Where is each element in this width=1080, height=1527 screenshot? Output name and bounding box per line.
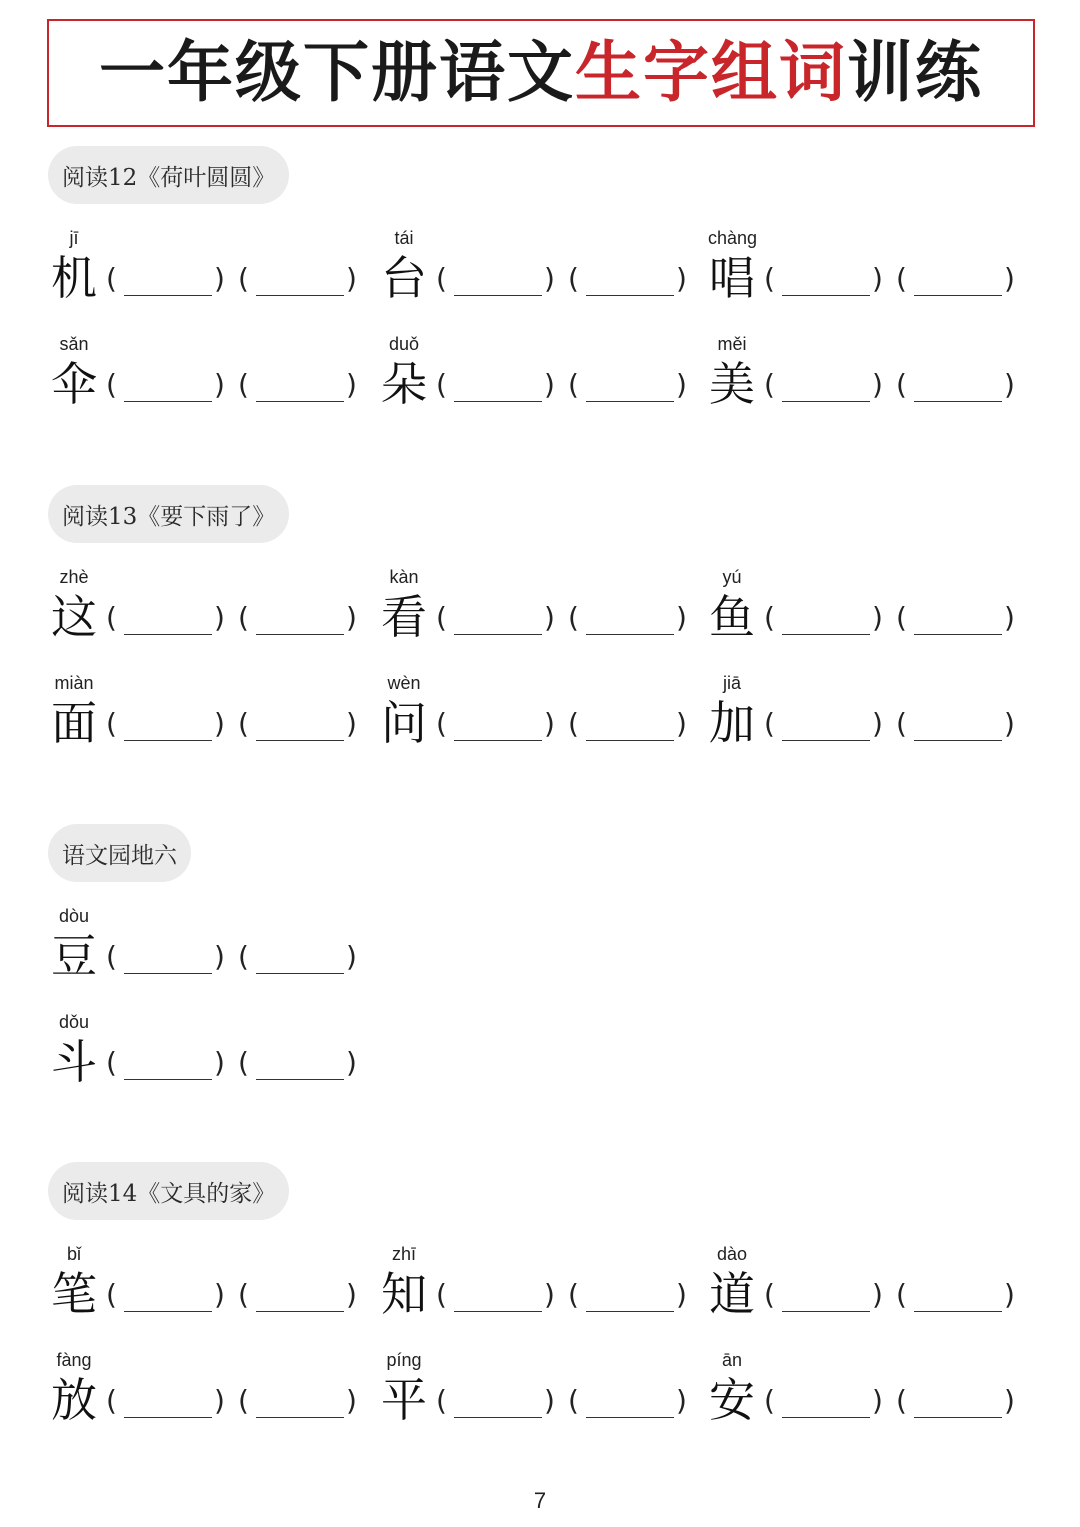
left-paren: (	[568, 707, 579, 740]
left-paren: (	[764, 368, 775, 401]
answer-line[interactable]	[454, 295, 542, 296]
word-blank[interactable]	[106, 1046, 230, 1086]
word-blank[interactable]	[106, 1384, 230, 1424]
right-paren: )	[676, 1278, 687, 1311]
right-paren: )	[544, 601, 555, 634]
right-paren: )	[872, 601, 883, 634]
character-row	[0, 673, 1080, 763]
answer-line[interactable]	[586, 295, 674, 296]
character-item	[46, 1350, 366, 1440]
character-item	[46, 334, 366, 424]
left-paren: (	[436, 368, 447, 401]
answer-line[interactable]	[782, 295, 870, 296]
left-paren: (	[238, 707, 249, 740]
title-part-1: 一年级下册语文	[99, 34, 575, 111]
left-paren: (	[764, 1278, 775, 1311]
answer-line[interactable]	[914, 1311, 1002, 1312]
right-paren: )	[544, 262, 555, 295]
answer-line[interactable]	[124, 973, 212, 974]
word-blank[interactable]	[896, 1278, 1020, 1318]
left-paren: (	[764, 707, 775, 740]
pinyin-label: dào	[716, 1244, 748, 1264]
word-blank[interactable]	[436, 1278, 560, 1318]
left-paren: (	[436, 707, 447, 740]
right-paren: )	[872, 368, 883, 401]
word-blank[interactable]	[106, 1278, 230, 1318]
right-paren: )	[214, 1046, 225, 1079]
word-blank[interactable]	[106, 262, 230, 302]
character-row	[0, 1244, 1080, 1334]
left-paren: (	[896, 262, 907, 295]
word-blank[interactable]	[238, 1384, 362, 1424]
answer-line[interactable]	[586, 1311, 674, 1312]
hanzi-character: 安	[709, 1373, 755, 1427]
answer-line[interactable]	[124, 1079, 212, 1080]
right-paren: )	[346, 940, 357, 973]
answer-line[interactable]	[256, 634, 344, 635]
character-row	[0, 228, 1080, 318]
right-paren: )	[676, 262, 687, 295]
pinyin-label: jī	[69, 228, 79, 248]
left-paren: (	[436, 262, 447, 295]
right-paren: )	[214, 1384, 225, 1417]
lesson-label: 阅读12《荷叶圆圆》	[48, 146, 289, 204]
word-blank[interactable]	[896, 262, 1020, 302]
right-paren: )	[1004, 601, 1015, 634]
word-blank[interactable]	[764, 368, 888, 408]
left-paren: (	[238, 1046, 249, 1079]
lesson-label: 阅读14《文具的家》	[48, 1162, 289, 1220]
right-paren: )	[346, 368, 357, 401]
word-blank[interactable]	[764, 1384, 888, 1424]
answer-line[interactable]	[124, 740, 212, 741]
word-blank[interactable]	[764, 601, 888, 641]
answer-line[interactable]	[914, 634, 1002, 635]
right-paren: )	[872, 1278, 883, 1311]
character-item	[46, 1244, 366, 1334]
left-paren: (	[896, 368, 907, 401]
word-blank[interactable]	[764, 1278, 888, 1318]
answer-line[interactable]	[256, 1417, 344, 1418]
left-paren: (	[238, 940, 249, 973]
left-paren: (	[106, 1278, 117, 1311]
pinyin-label: fàng	[56, 1350, 92, 1370]
answer-line[interactable]	[256, 740, 344, 741]
word-blank[interactable]	[238, 940, 362, 980]
right-paren: )	[872, 262, 883, 295]
answer-line[interactable]	[586, 401, 674, 402]
word-blank[interactable]	[238, 707, 362, 747]
left-paren: (	[106, 940, 117, 973]
answer-line[interactable]	[124, 1417, 212, 1418]
pinyin-label: duǒ	[388, 334, 420, 354]
left-paren: (	[106, 1046, 117, 1079]
pinyin-label: píng	[386, 1350, 422, 1370]
hanzi-character: 唱	[709, 251, 755, 305]
word-blank[interactable]	[436, 368, 560, 408]
left-paren: (	[106, 707, 117, 740]
right-paren: )	[346, 601, 357, 634]
right-paren: )	[214, 707, 225, 740]
left-paren: (	[106, 601, 117, 634]
left-paren: (	[568, 1384, 579, 1417]
character-row	[0, 567, 1080, 657]
character-row	[0, 1350, 1080, 1440]
character-item	[704, 567, 1024, 657]
right-paren: )	[214, 601, 225, 634]
answer-line[interactable]	[782, 1417, 870, 1418]
left-paren: (	[568, 368, 579, 401]
hanzi-character: 这	[51, 590, 97, 644]
character-item	[376, 1350, 696, 1440]
character-item	[376, 228, 696, 318]
word-blank[interactable]	[238, 1046, 362, 1086]
character-item	[46, 673, 366, 763]
left-paren: (	[436, 1278, 447, 1311]
right-paren: )	[346, 707, 357, 740]
right-paren: )	[544, 368, 555, 401]
left-paren: (	[238, 601, 249, 634]
answer-line[interactable]	[586, 1417, 674, 1418]
right-paren: )	[676, 368, 687, 401]
word-blank[interactable]	[436, 601, 560, 641]
hanzi-character: 美	[709, 357, 755, 411]
answer-line[interactable]	[914, 401, 1002, 402]
word-blank[interactable]	[436, 707, 560, 747]
word-blank[interactable]	[896, 368, 1020, 408]
character-row	[0, 906, 1080, 996]
left-paren: (	[238, 1278, 249, 1311]
left-paren: (	[896, 1384, 907, 1417]
character-item	[46, 228, 366, 318]
hanzi-character: 台	[381, 251, 427, 305]
pinyin-label: dǒu	[58, 1012, 90, 1032]
right-paren: )	[1004, 1384, 1015, 1417]
left-paren: (	[764, 601, 775, 634]
answer-line[interactable]	[124, 634, 212, 635]
right-paren: )	[544, 1278, 555, 1311]
character-item	[704, 673, 1024, 763]
character-item	[376, 334, 696, 424]
word-blank[interactable]	[896, 1384, 1020, 1424]
answer-line[interactable]	[454, 1417, 542, 1418]
right-paren: )	[676, 1384, 687, 1417]
character-item	[46, 1012, 366, 1102]
character-item	[376, 567, 696, 657]
right-paren: )	[1004, 707, 1015, 740]
hanzi-character: 豆	[51, 929, 97, 983]
right-paren: )	[214, 1278, 225, 1311]
lesson-label: 语文园地六	[48, 824, 191, 882]
right-paren: )	[1004, 368, 1015, 401]
answer-line[interactable]	[782, 740, 870, 741]
left-paren: (	[238, 1384, 249, 1417]
word-blank[interactable]	[896, 707, 1020, 747]
left-paren: (	[896, 1278, 907, 1311]
answer-line[interactable]	[256, 401, 344, 402]
word-blank[interactable]	[238, 601, 362, 641]
page-number: 7	[533, 1488, 547, 1513]
answer-line[interactable]	[124, 295, 212, 296]
right-paren: )	[214, 940, 225, 973]
pinyin-label: ān	[721, 1350, 743, 1370]
pinyin-label: yú	[722, 567, 742, 587]
pinyin-label: chàng	[708, 228, 758, 248]
pinyin-label: zhè	[59, 567, 89, 587]
right-paren: )	[544, 1384, 555, 1417]
character-item	[704, 228, 1024, 318]
pinyin-label: dòu	[58, 906, 90, 926]
answer-line[interactable]	[256, 1079, 344, 1080]
hanzi-character: 加	[709, 696, 755, 750]
left-paren: (	[106, 1384, 117, 1417]
character-row	[0, 1012, 1080, 1102]
answer-line[interactable]	[454, 401, 542, 402]
left-paren: (	[436, 1384, 447, 1417]
answer-line[interactable]	[914, 740, 1002, 741]
title-highlight: 生字组词	[575, 34, 847, 111]
left-paren: (	[896, 707, 907, 740]
left-paren: (	[896, 601, 907, 634]
right-paren: )	[872, 707, 883, 740]
right-paren: )	[346, 1278, 357, 1311]
right-paren: )	[346, 262, 357, 295]
right-paren: )	[346, 1384, 357, 1417]
pinyin-label: wèn	[387, 673, 421, 693]
hanzi-character: 朵	[381, 357, 427, 411]
word-blank[interactable]	[896, 601, 1020, 641]
hanzi-character: 伞	[51, 357, 97, 411]
pinyin-label: miàn	[54, 673, 94, 693]
character-item	[46, 906, 366, 996]
answer-line[interactable]	[914, 1417, 1002, 1418]
left-paren: (	[106, 262, 117, 295]
hanzi-character: 问	[381, 696, 427, 750]
left-paren: (	[106, 368, 117, 401]
answer-line[interactable]	[782, 1311, 870, 1312]
word-blank[interactable]	[568, 707, 692, 747]
hanzi-character: 道	[709, 1267, 755, 1321]
answer-line[interactable]	[256, 1311, 344, 1312]
word-blank[interactable]	[568, 601, 692, 641]
word-blank[interactable]	[764, 262, 888, 302]
answer-line[interactable]	[914, 295, 1002, 296]
answer-line[interactable]	[124, 1311, 212, 1312]
word-blank[interactable]	[238, 262, 362, 302]
answer-line[interactable]	[454, 740, 542, 741]
left-paren: (	[764, 1384, 775, 1417]
word-blank[interactable]	[106, 601, 230, 641]
word-blank[interactable]	[764, 707, 888, 747]
left-paren: (	[238, 368, 249, 401]
right-paren: )	[346, 1046, 357, 1079]
right-paren: )	[214, 368, 225, 401]
character-row	[0, 334, 1080, 424]
left-paren: (	[238, 262, 249, 295]
answer-line[interactable]	[256, 295, 344, 296]
answer-line[interactable]	[782, 634, 870, 635]
hanzi-character: 斗	[51, 1035, 97, 1089]
right-paren: )	[676, 707, 687, 740]
left-paren: (	[764, 262, 775, 295]
word-blank[interactable]	[568, 1384, 692, 1424]
lesson-label: 阅读13《要下雨了》	[48, 485, 289, 543]
hanzi-character: 平	[381, 1373, 427, 1427]
character-item	[704, 1244, 1024, 1334]
character-item	[376, 1244, 696, 1334]
right-paren: )	[544, 707, 555, 740]
left-paren: (	[568, 262, 579, 295]
answer-line[interactable]	[782, 401, 870, 402]
answer-line[interactable]	[124, 401, 212, 402]
word-blank[interactable]	[436, 1384, 560, 1424]
character-item	[46, 567, 366, 657]
hanzi-character: 机	[51, 251, 97, 305]
pinyin-label: zhī	[391, 1244, 416, 1264]
left-paren: (	[568, 601, 579, 634]
word-blank[interactable]	[106, 368, 230, 408]
page-title	[99, 34, 983, 111]
word-blank[interactable]	[436, 262, 560, 302]
answer-line[interactable]	[586, 634, 674, 635]
pinyin-label: kàn	[389, 567, 419, 587]
title-box	[47, 19, 1035, 127]
right-paren: )	[1004, 262, 1015, 295]
hanzi-character: 笔	[51, 1267, 97, 1321]
hanzi-character: 放	[51, 1373, 97, 1427]
hanzi-character: 知	[381, 1267, 427, 1321]
pinyin-label: jiā	[722, 673, 741, 693]
right-paren: )	[676, 601, 687, 634]
word-blank[interactable]	[568, 368, 692, 408]
left-paren: (	[568, 1278, 579, 1311]
pinyin-label: sǎn	[59, 334, 89, 354]
character-item	[704, 334, 1024, 424]
answer-line[interactable]	[454, 1311, 542, 1312]
character-item	[376, 673, 696, 763]
word-blank[interactable]	[238, 368, 362, 408]
right-paren: )	[1004, 1278, 1015, 1311]
word-blank[interactable]	[568, 1278, 692, 1318]
pinyin-label: měi	[717, 334, 747, 354]
answer-line[interactable]	[256, 973, 344, 974]
right-paren: )	[214, 262, 225, 295]
pinyin-label: tái	[394, 228, 414, 248]
hanzi-character: 面	[51, 696, 97, 750]
pinyin-label: bǐ	[66, 1244, 81, 1264]
hanzi-character: 鱼	[709, 590, 755, 644]
word-blank[interactable]	[238, 1278, 362, 1318]
word-blank[interactable]	[106, 707, 230, 747]
left-paren: (	[436, 601, 447, 634]
word-blank[interactable]	[568, 262, 692, 302]
answer-line[interactable]	[454, 634, 542, 635]
title-part-2: 训练	[847, 34, 983, 111]
right-paren: )	[872, 1384, 883, 1417]
answer-line[interactable]	[586, 740, 674, 741]
character-item	[704, 1350, 1024, 1440]
word-blank[interactable]	[106, 940, 230, 980]
hanzi-character: 看	[381, 590, 427, 644]
